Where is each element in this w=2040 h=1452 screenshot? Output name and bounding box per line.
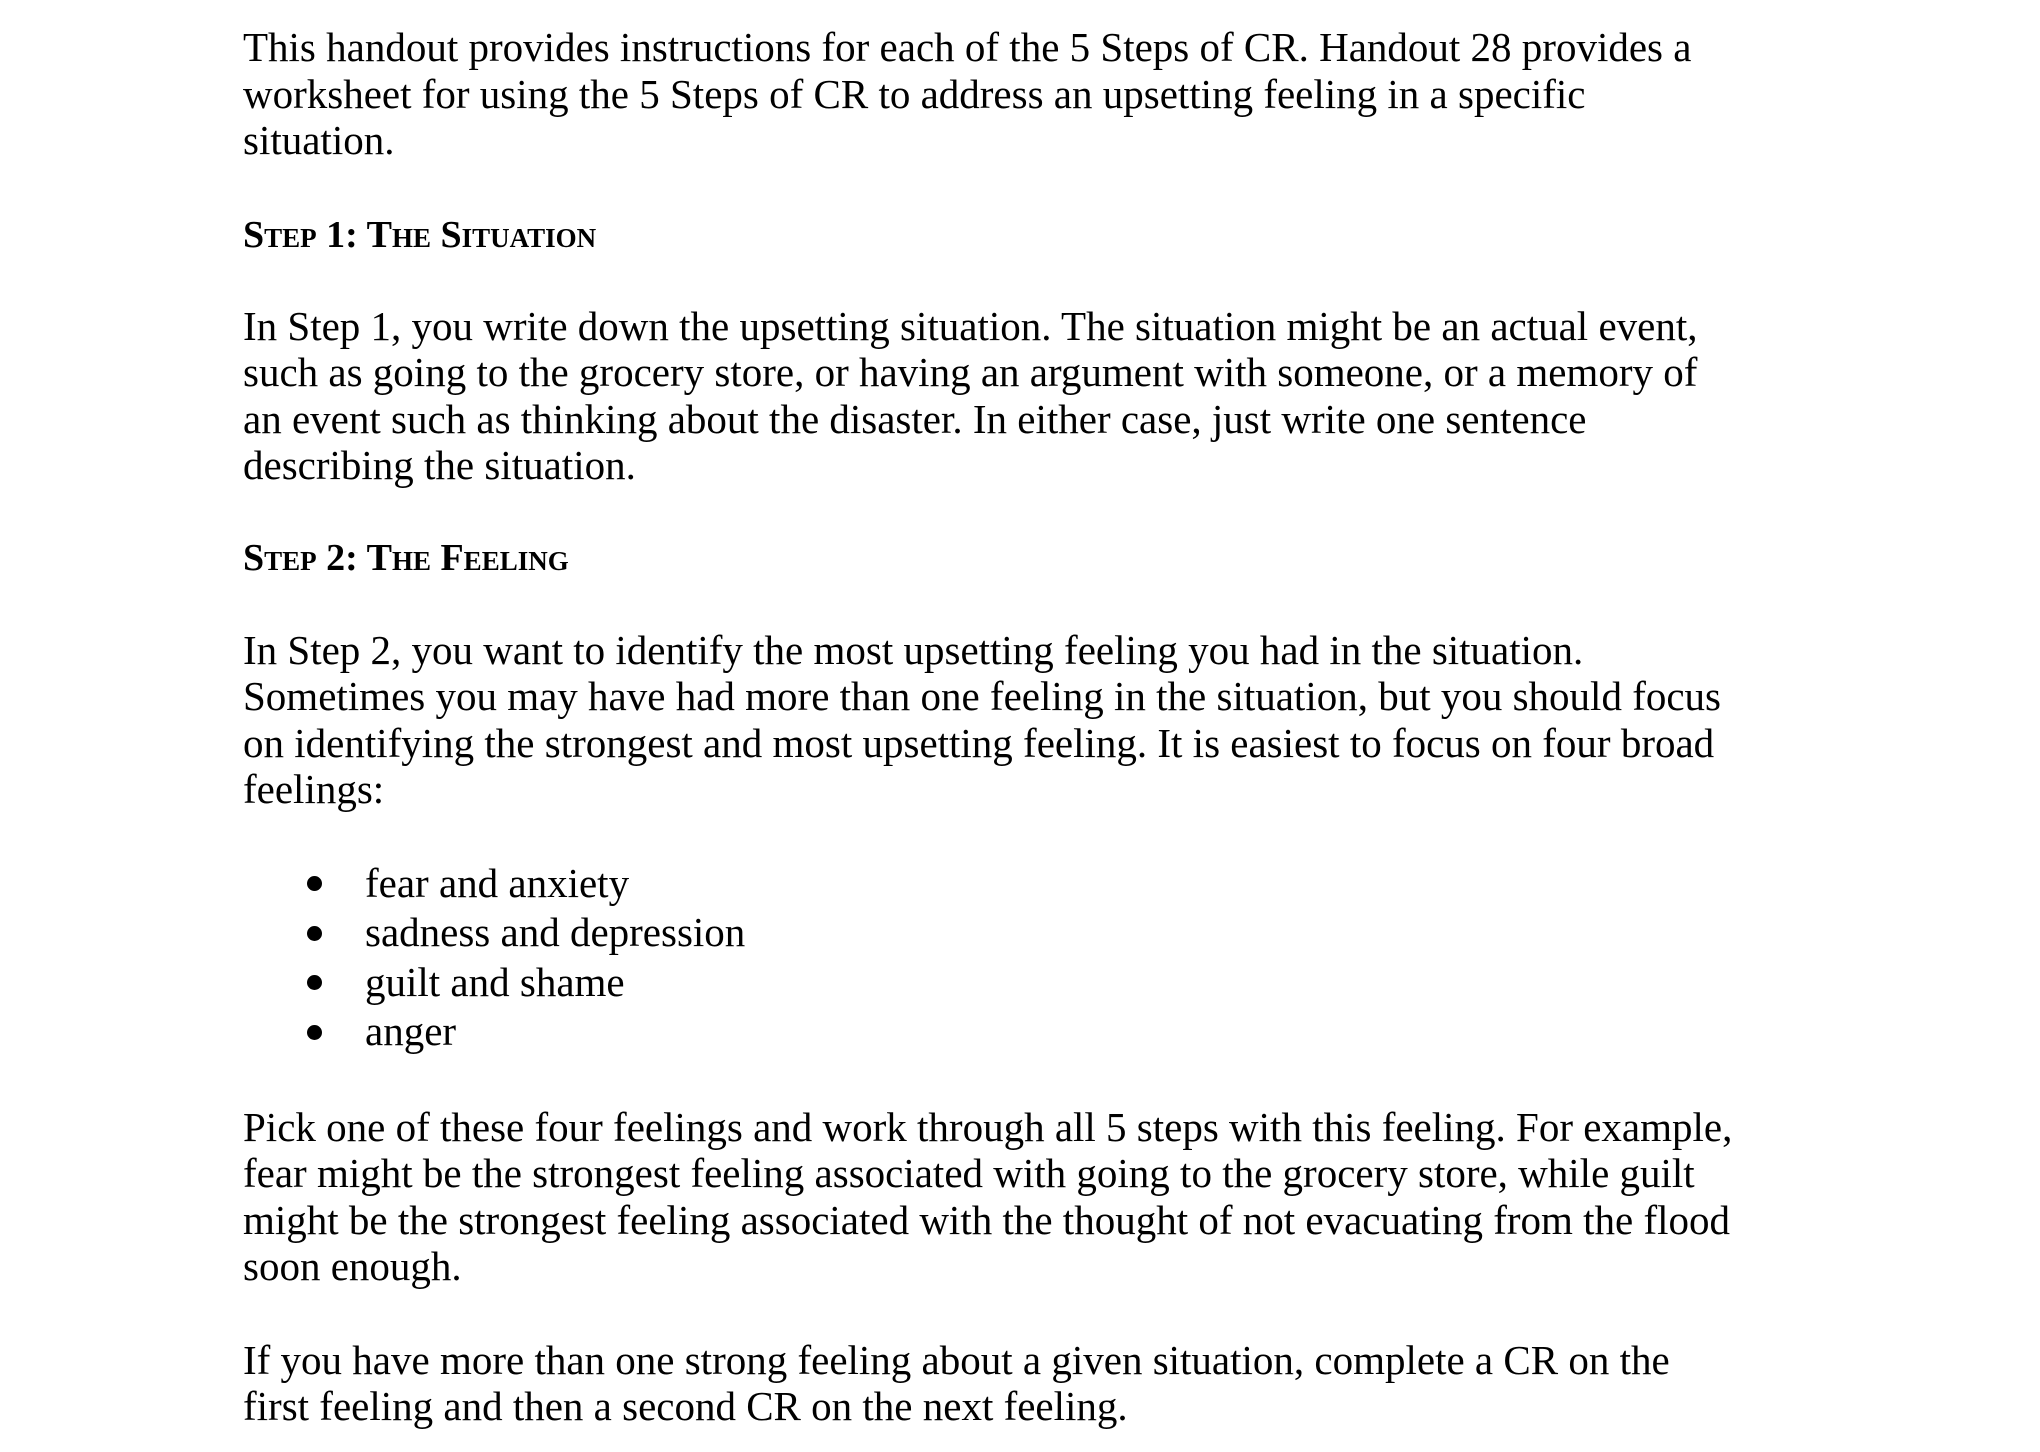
- step2-paragraph: In Step 2, you want to identify the most upsetting feeling you had in the situation. Sometimes you may have had more than one feeling in the situation, but you should focus on identifying the strongest and most upsetting feeling. It is easiest to focus on four broad feelings:: [243, 626, 1722, 812]
- feelings-list: [243, 859, 1743, 1057]
- pick-feeling-paragraph: Pick one of these four feelings and work through all 5 steps with this feeling. For example, fear might be the strongest feeling associated with going to the grocery store, while guilt might be the strongest feeling associated with the thought of not evacuating from the flood soon enough.: [243, 1103, 1733, 1289]
- list-item: [243, 958, 1743, 1008]
- bullet-icon: [307, 926, 322, 941]
- step2-heading: Step 2: The Feeling: [243, 536, 569, 579]
- list-item: [243, 1007, 1743, 1057]
- list-item-text: anger: [365, 1008, 457, 1054]
- list-item-text: guilt and shame: [365, 958, 625, 1005]
- list-item: [243, 908, 1743, 958]
- multiple-feelings-paragraph: If you have more than one strong feeling about a given situation, complete a CR on the first feeling and then a second CR on the next feeling.: [243, 1336, 1670, 1429]
- document-page: [243, 24, 1743, 1430]
- intro-paragraph: This handout provides instructions for each of the 5 Steps of CR. Handout 28 provides a worksheet for using the 5 Steps of CR to address an upsetting feeling in a specific situation.: [243, 24, 1692, 163]
- step1-paragraph: In Step 1, you write down the upsetting situation. The situation might be an actual event, such as going to the grocery store, or having an argument with someone, or a memory of an event such as thinking about the disaster. In either case, just write one sentence describing the situation.: [243, 302, 1698, 488]
- bullet-icon: [307, 876, 322, 891]
- list-item-text: sadness and depression: [365, 909, 746, 955]
- list-item: [243, 859, 1743, 909]
- bullet-icon: [307, 975, 322, 990]
- step1-heading: Step 1: The Situation: [243, 213, 597, 256]
- list-item-text: fear and anxiety: [365, 859, 630, 906]
- bullet-icon: [307, 1025, 322, 1040]
